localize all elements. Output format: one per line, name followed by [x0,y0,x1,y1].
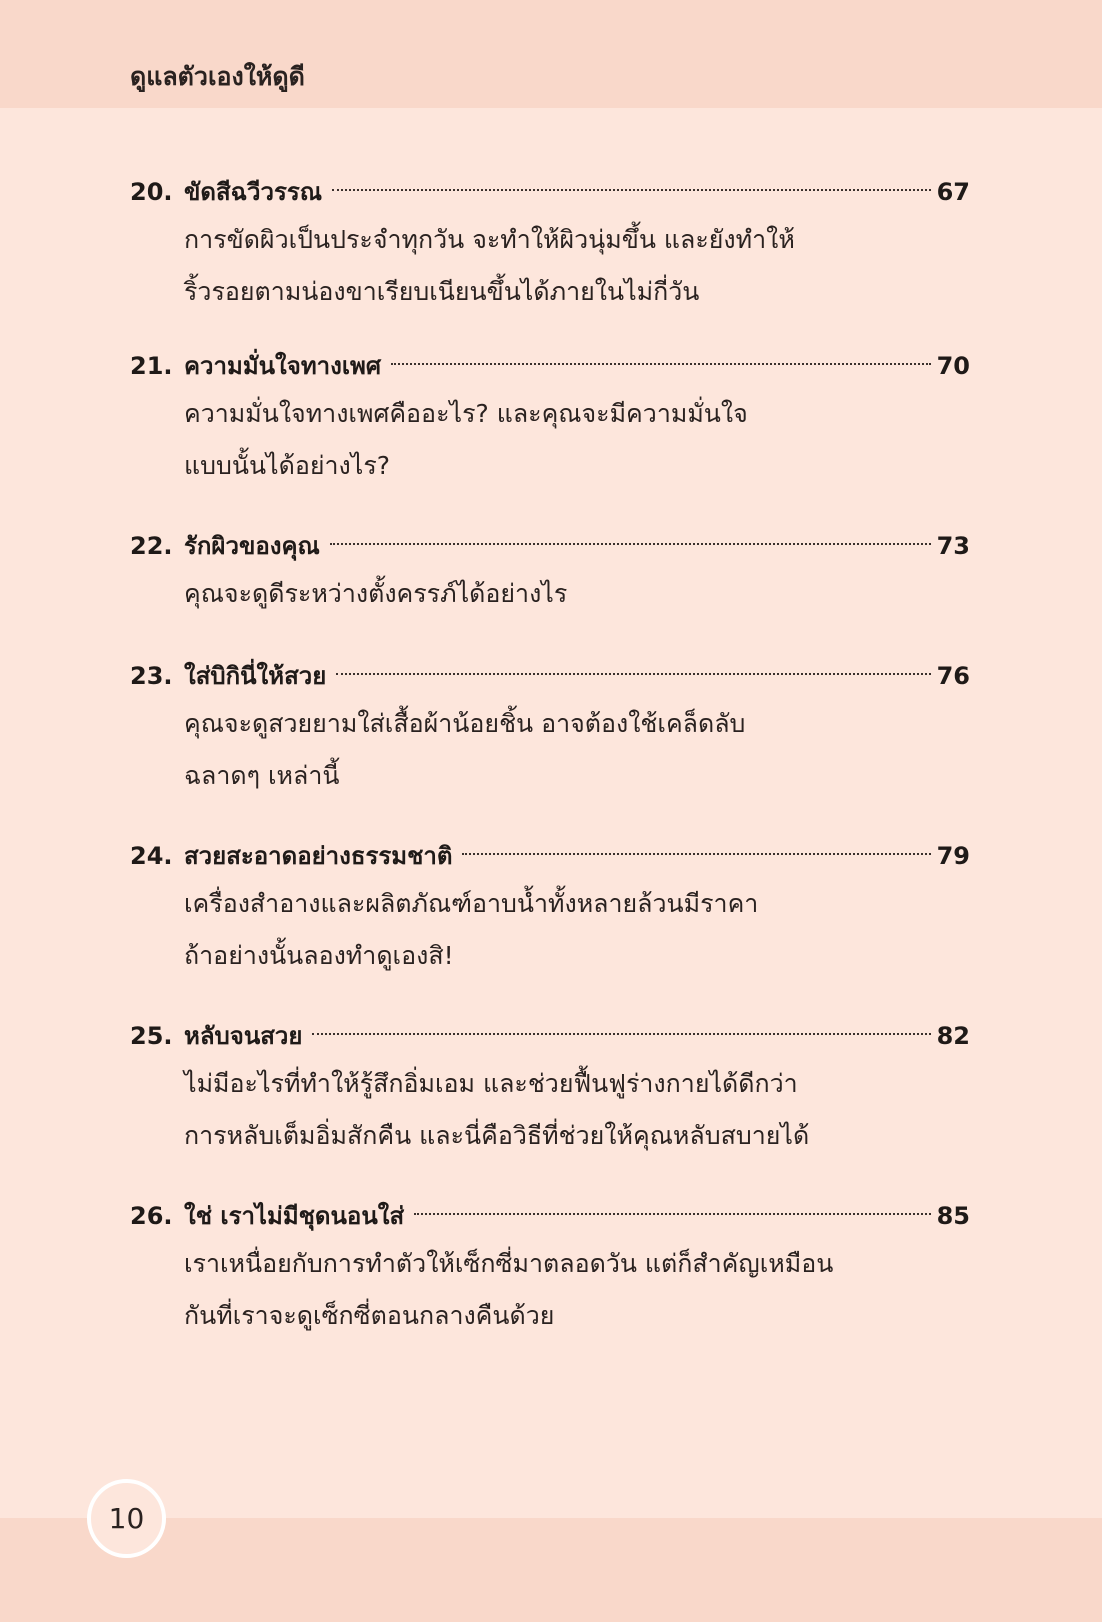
toc-entry-number: 21. [130,352,173,380]
toc-entry-title: ใช่ เราไม่มีชุดนอนใส่ [184,1202,405,1230]
toc-entry-heading [130,834,970,878]
description-line: การหลับเต็มอิ่มสักคืน และนี่คือวิธีที่ช่วยให้คุณหลับสบายได้ [184,1121,810,1150]
toc-entry-title: รักผิวของคุณ [184,532,320,560]
description-line: ถ้าอย่างนั้นลองทำดูเองสิ! [184,941,454,970]
toc-entry-heading [130,654,970,698]
table-of-contents [130,170,970,1354]
toc-entry-page: 73 [936,532,970,560]
description-line: กันที่เราจะดูเซ็กซี่ตอนกลางคืนด้วย [184,1301,555,1330]
toc-entry-number: 20. [130,178,173,206]
toc-entry-title: สวยสะอาดอย่างธรรมชาติ [184,842,453,870]
toc-entry-21[interactable] [130,344,970,524]
description-line: ริ้วรอยตามน่องขาเรียบเนียนขึ้นได้ภายในไม่กี่วัน [184,277,700,306]
toc-entry-description [130,698,904,802]
toc-entry-description [130,568,904,620]
dot-leader [330,542,931,545]
dot-leader [336,672,930,675]
toc-entry-page: 70 [936,352,970,380]
toc-entry-number: 24. [130,842,173,870]
toc-entry-heading [130,524,970,568]
toc-entry-description [130,1058,904,1162]
description-line: เครื่องสำอางและผลิตภัณฑ์อาบน้ำทั้งหลายล้วนมีราคา [184,889,759,918]
description-line: คุณจะดูสวยยามใส่เสื้อผ้าน้อยชิ้น อาจต้องใช้เคล็ดลับ [184,709,746,738]
toc-entry-heading [130,1194,970,1238]
toc-entry-25[interactable] [130,1014,970,1194]
description-line: ความมั่นใจทางเพศคืออะไร? และคุณจะมีความมั่นใจ [184,399,748,428]
toc-entry-description [130,1238,904,1342]
toc-entry-23[interactable] [130,654,970,834]
dot-leader [414,1212,930,1215]
toc-entry-title: ความมั่นใจทางเพศ [184,352,382,380]
dot-leader [462,852,930,855]
description-line: ไม่มีอะไรที่ทำให้รู้สึกอิ่มเอม และช่วยฟื้นฟูร่างกายได้ดีกว่า [184,1069,798,1098]
description-line: เราเหนื่อยกับการทำตัวให้เซ็กซี่มาตลอดวัน แต่ก็สำคัญเหมือน [184,1249,834,1278]
toc-entry-title: ขัดสีฉวีวรรณ [184,178,322,206]
dot-leader [391,362,930,365]
toc-entry-page: 82 [936,1022,970,1050]
toc-entry-description [130,388,904,492]
description-line: ฉลาดๆ เหล่านี้ [184,761,340,790]
dot-leader [332,188,931,191]
toc-entry-page: 85 [936,1202,970,1230]
running-header-title: ดูแลตัวเองให้ดูดี [130,62,305,91]
toc-entry-page: 67 [936,178,970,206]
toc-entry-26[interactable] [130,1194,970,1354]
toc-entry-number: 25. [130,1022,173,1050]
toc-entry-number: 23. [130,662,173,690]
description-line: คุณจะดูดีระหว่างตั้งครรภ์ได้อย่างไร [184,579,568,608]
page-number: 10 [108,1502,145,1535]
toc-entry-22[interactable] [130,524,970,654]
toc-entry-page: 79 [936,842,970,870]
toc-entry-title: ใส่บิกินี่ให้สวย [184,662,327,690]
toc-entry-heading [130,1014,970,1058]
toc-entry-number: 26. [130,1202,173,1230]
description-line: การขัดผิวเป็นประจำทุกวัน จะทำให้ผิวนุ่มขึ้น และยังทำให้ [184,225,795,254]
toc-entry-heading [130,170,970,214]
dot-leader [312,1032,930,1035]
toc-entry-page: 76 [936,662,970,690]
toc-entry-heading [130,344,970,388]
toc-entry-20[interactable] [130,170,970,344]
toc-entry-description [130,214,904,318]
toc-entry-number: 22. [130,532,173,560]
description-line: แบบนั้นได้อย่างไร? [184,451,391,480]
toc-entry-description [130,878,904,982]
toc-entry-24[interactable] [130,834,970,1014]
toc-entry-title: หลับจนสวย [184,1022,303,1050]
